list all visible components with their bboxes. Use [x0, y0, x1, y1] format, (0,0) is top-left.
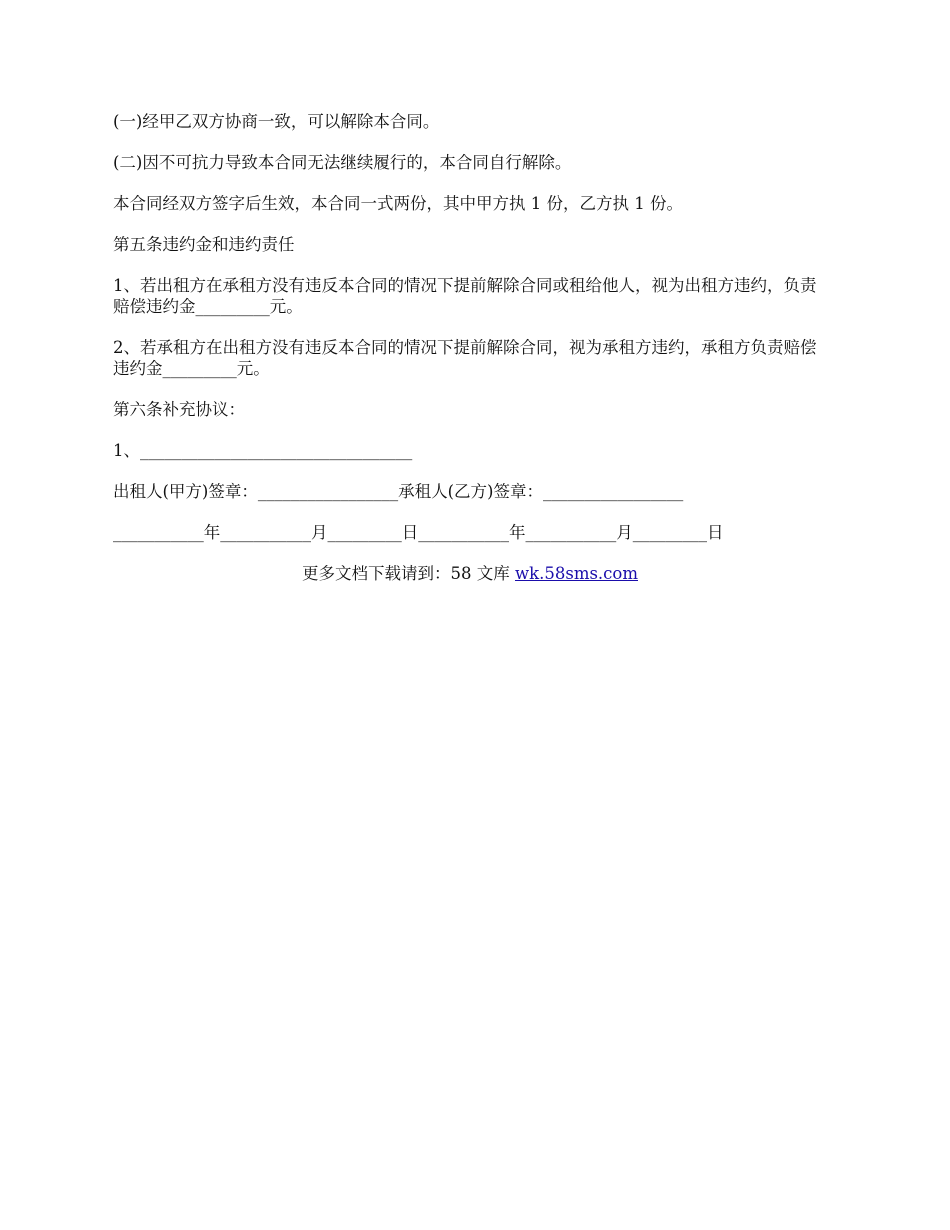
footer-prefix: 更多文档下载请到：58 文库	[301, 564, 515, 583]
supplementary-item-1: 1、_________________________________	[113, 441, 413, 460]
clause-lessor-breach: 1、若出租方在承租方没有违反本合同的情况下提前解除合同或租给他人，视为出租方违约，负责赔偿违约金_________元。	[113, 276, 817, 316]
clause-termination-force-majeure: (二)因不可抗力导致本合同无法继续履行的，本合同自行解除。	[113, 153, 572, 172]
clause-lessee-breach: 2、若承租方在出租方没有违反本合同的情况下提前解除合同，视为承租方违约，承租方负责赔偿违约金_________元。	[113, 338, 817, 378]
section-heading-article-5: 第五条违约金和违约责任	[113, 235, 295, 254]
footer-link[interactable]: wk.58sms.com	[514, 564, 638, 583]
section-heading-article-6: 第六条补充协议：	[113, 400, 245, 419]
download-footer	[108, 563, 832, 584]
signature-line: 出租人(甲方)签章：_________________承租人(乙方)签章：_________________	[113, 482, 684, 501]
date-line: ___________年___________月_________日___________年___________月_________日	[113, 523, 724, 542]
clause-termination-mutual: (一)经甲乙双方协商一致，可以解除本合同。	[113, 112, 440, 131]
clause-effectiveness: 本合同经双方签字后生效，本合同一式两份，其中甲方执 1 份，乙方执 1 份。	[113, 194, 683, 213]
